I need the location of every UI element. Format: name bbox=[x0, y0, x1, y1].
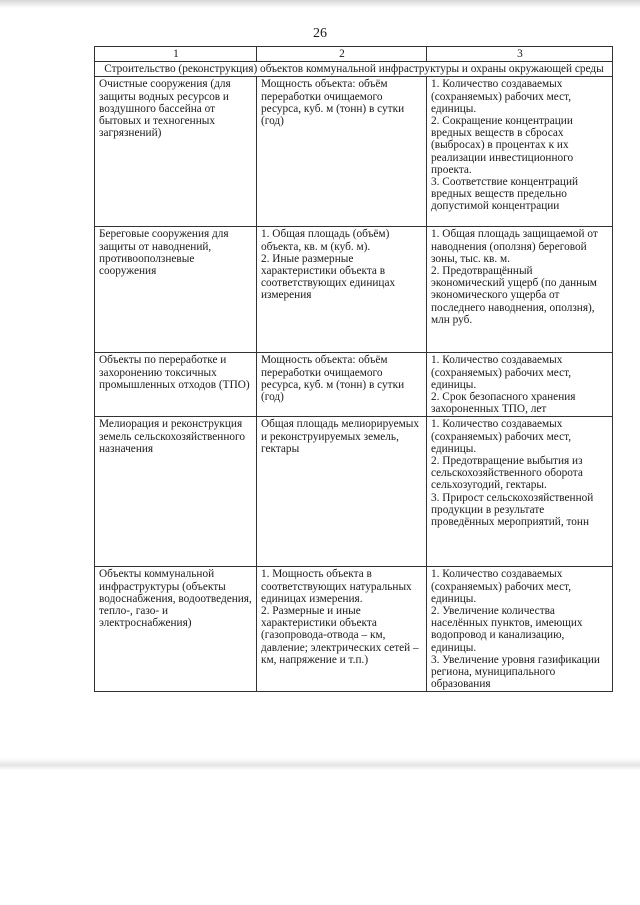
object-cell: Береговые сооружения для защиты от наводнений, противооползневые сооружения bbox=[95, 227, 257, 353]
capacity-cell bbox=[257, 227, 427, 353]
indicator-line: 2. Срок безопасного хранения захороненных ТПО, лет bbox=[431, 391, 576, 416]
table-row bbox=[95, 353, 613, 417]
capacity-line: Мощность объекта: объём переработки очищаемого ресурса, куб. м (тонн) в сутки (год) bbox=[261, 78, 405, 128]
column-number-2: 2 bbox=[257, 47, 427, 62]
column-number-3: 3 bbox=[427, 47, 613, 62]
capacity-line: 1. Мощность объекта в соответствующих натуральных единицах измерения. bbox=[261, 568, 412, 605]
indicators-cell bbox=[427, 567, 613, 692]
indicators-cell bbox=[427, 417, 613, 567]
capacity-cell bbox=[257, 77, 427, 227]
capacity-line: 2. Размерные и иные характеристики объекта (газопровода-отвода – км, давление; электрических сетей – км, напряжение и т.п.) bbox=[261, 605, 419, 666]
capacity-cell bbox=[257, 567, 427, 692]
indicator-line: 2. Сокращение концентрации вредных веществ в сбросах (выбросах) в процентах к их реализации инвестиционного проекта. bbox=[431, 115, 574, 176]
capacity-cell bbox=[257, 417, 427, 567]
object-cell: Очистные сооружения (для защиты водных ресурсов и воздушного бассейна от бытовых и техногенных загрязнений) bbox=[95, 77, 257, 227]
object-cell: Объекты по переработке и захоронению токсичных промышленных отходов (ТПО) bbox=[95, 353, 257, 417]
capacity-line: Мощность объекта: объём переработки очищаемого ресурса, куб. м (тонн) в сутки (год) bbox=[261, 354, 405, 404]
indicator-line: 1. Количество создаваемых (сохраняемых) рабочих мест, единицы. bbox=[431, 354, 572, 391]
section-title: Строительство (реконструкция) объектов коммунальной инфраструктуры и охраны окружающей среды bbox=[95, 62, 613, 77]
object-cell: Мелиорация и реконструкция земель сельскохозяйственного назначения bbox=[95, 417, 257, 567]
section-row bbox=[95, 62, 613, 77]
indicator-line: 3. Увеличение уровня газификации региона, муниципального образования bbox=[431, 653, 600, 691]
table-row bbox=[95, 417, 613, 567]
indicators-cell bbox=[427, 353, 613, 417]
object-cell: Объекты коммунальной инфраструктуры (объекты водоснабжения, водоотведения, тепло-, газо- и электроснабжения) bbox=[95, 567, 257, 692]
table-row bbox=[95, 567, 613, 692]
column-number-1: 1 bbox=[95, 47, 257, 62]
indicator-line: 3. Прирост сельскохозяйственной продукции в результате проведённых мероприятий, тонн bbox=[431, 491, 594, 529]
scan-fold-shadow bbox=[0, 758, 640, 770]
indicator-line: 1. Количество создаваемых (сохраняемых) рабочих мест, единицы. bbox=[431, 418, 572, 455]
capacity-line: 1. Общая площадь (объём) объекта, кв. м (куб. м). bbox=[261, 228, 390, 253]
table-row bbox=[95, 227, 613, 353]
indicator-line: 1. Общая площадь защищаемой от наводнения (оползня) береговой зоны, тыс. кв. м. bbox=[431, 228, 598, 265]
indicators-cell bbox=[427, 227, 613, 353]
indicators-cell bbox=[427, 77, 613, 227]
scan-edge bbox=[0, 0, 640, 8]
indicator-line: 2. Предотвращённый экономический ущерб (по данным экономического ущерба от последнего наводнения, оползня), млн руб. bbox=[431, 265, 597, 326]
indicator-line: 3. Соответствие концентраций вредных веществ предельно допустимой концентрации bbox=[431, 176, 579, 213]
page-number: 26 bbox=[313, 26, 327, 41]
indicator-line: 2. Увеличение количества населённых пунктов, имеющих водопровод и канализацию, единицы. bbox=[431, 605, 583, 654]
indicators-table bbox=[94, 46, 613, 692]
capacity-line: 2. Иные размерные характеристики объекта в соответствующих единицах измерения bbox=[261, 252, 396, 302]
indicator-line: 1. Количество создаваемых (сохраняемых) рабочих мест, единицы. bbox=[431, 78, 572, 115]
indicator-line: 2. Предотвращение выбытия из сельскохозяйственного оборота сельхозугодий, гектары. bbox=[431, 455, 583, 492]
table-row bbox=[95, 77, 613, 227]
indicator-line: 1. Количество создаваемых (сохраняемых) рабочих мест, единицы. bbox=[431, 568, 572, 605]
capacity-cell bbox=[257, 353, 427, 417]
capacity-line: Общая площадь мелиорируемых и реконструируемых земель, гектары bbox=[261, 418, 419, 455]
column-number-row bbox=[95, 47, 613, 62]
